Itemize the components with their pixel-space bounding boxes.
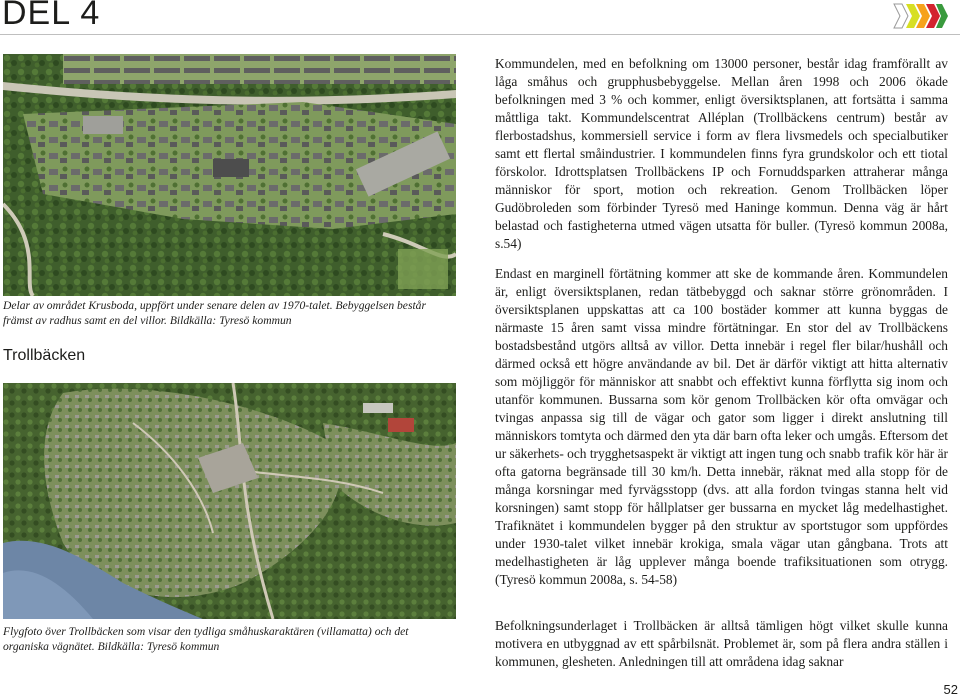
figure-credit: Bildkälla: Tyresö kommun [97,640,220,653]
body-paragraph-3: Befolkningsunderlaget i Trollbäcken är alltså tämligen högt vilket skulle kunna motivera en utbyggnad av ett spårbilsnät. Problemet är, som på flera andra ställen i kommunen, glesheten. Anledningen till att områdena idag saknar [495,618,948,669]
figure-caption-1 [3,298,455,328]
chevron-logo-icon [893,2,949,30]
header-rule [0,34,960,35]
chevron-white [894,4,908,28]
body-paragraph-2: Endast en marginell förtätning kommer att ske de kommande åren. Kommundelen är, enligt översiktsplanen, redan tätbebyggd och saknar större grönområden. I översiktsplanen uppskattas att ca 100 bostäder kommer att kunna byggas de närmaste 15 åren samt vissa mindre förtätningar. En stor del av Trollbäckens bostadsbestånd utgörs alltså av villor. Detta innebär i regel fler bilar/hushåll och därmed också ett högre användande av bil. Det är därför viktigt att hitta alternativ som möjliggör för människor att snabbt och effektivt kunna förflytta sig inom och utanför kommunen. Bussarna som kör genom Trollbäcken kör ofta omvägar och tvingas anpassa sig till de vägar och gator som ligger i direkt anslutning till människors tomtyta och därmed den yta där barn ofta leker och umgås. Eftersom det ur säkerhets- och trygghetsaspekt är viktigt att ingen tung och snabb trafik kör här är ofta gatorna begränsade till 30 km/h. Detta innebär, räknat med alla stopp för de många korsningar med fyrvägsstopp (dvs. att alla fordon tvingas stanna helt vid korsningen) samt stopp för hållplatser ger bussarna en mycket låg medelhastighet. Trafiknätet i kommundelen bygger på den struktur av sportstugor som uppfördes under 1930-talet vilket innebär krokiga, smala vägar utan gångbana. Trots att medelhastigheten är låg upplever många boende trafiksituationen som otrygg. (Tyresö kommun 2008a, s. 54-58) [495,266,948,587]
aerial-photo-trollbacken [3,383,456,619]
aerial-photo-krusboda [3,54,456,296]
figure-credit: Bildkälla: Tyresö kommun [169,314,292,327]
figure-caption-text: Delar av området Krusboda, uppfört under senare delen av 1970-talet. Bebyggelsen består främst av radhus samt en del villor. [3,299,426,327]
body-paragraph-1: Kommundelen, med en befolkning om 13000 personer, består idag framförallt av låga småhus och grupphusbebyggelse. Mellan åren 1998 och 2006 ökade befolkningen med 3 % och kommer, enligt översiktsplanen, att fortsätta i samma måttliga takt. Kommundelscentrat Alléplan (Trollbäckens centrum) består av flerbostadshus, kommersiell service i form av flera livsmedels och specialbutiker samt ett flertal småindustrier. I kommundelen finns fyra grundskolor och ett tiotal förskolor. Idrottsplatsen Trollbäckens IP och Fornuddsparken attraherar många människor för sport, motion och rekreation. Genom Trollbäcken löper Gudöbroleden som förbinder Tyresö med Haninge kommun. Denna väg är hårt belastad och fastigheterna utmed vägen utsatta för buller. (Tyresö kommun 2008a, s.54) [495,56,948,251]
figure-caption-text: Flygfoto över Trollbäcken som visar den tydliga småhuskaraktären (villamatta) och det organiska vägnätet. [3,625,409,653]
section-heading: Trollbäcken [3,347,86,364]
page-title: DEL 4 [2,0,101,32]
figure-caption-2 [3,624,455,654]
page-number: 52 [943,682,958,697]
